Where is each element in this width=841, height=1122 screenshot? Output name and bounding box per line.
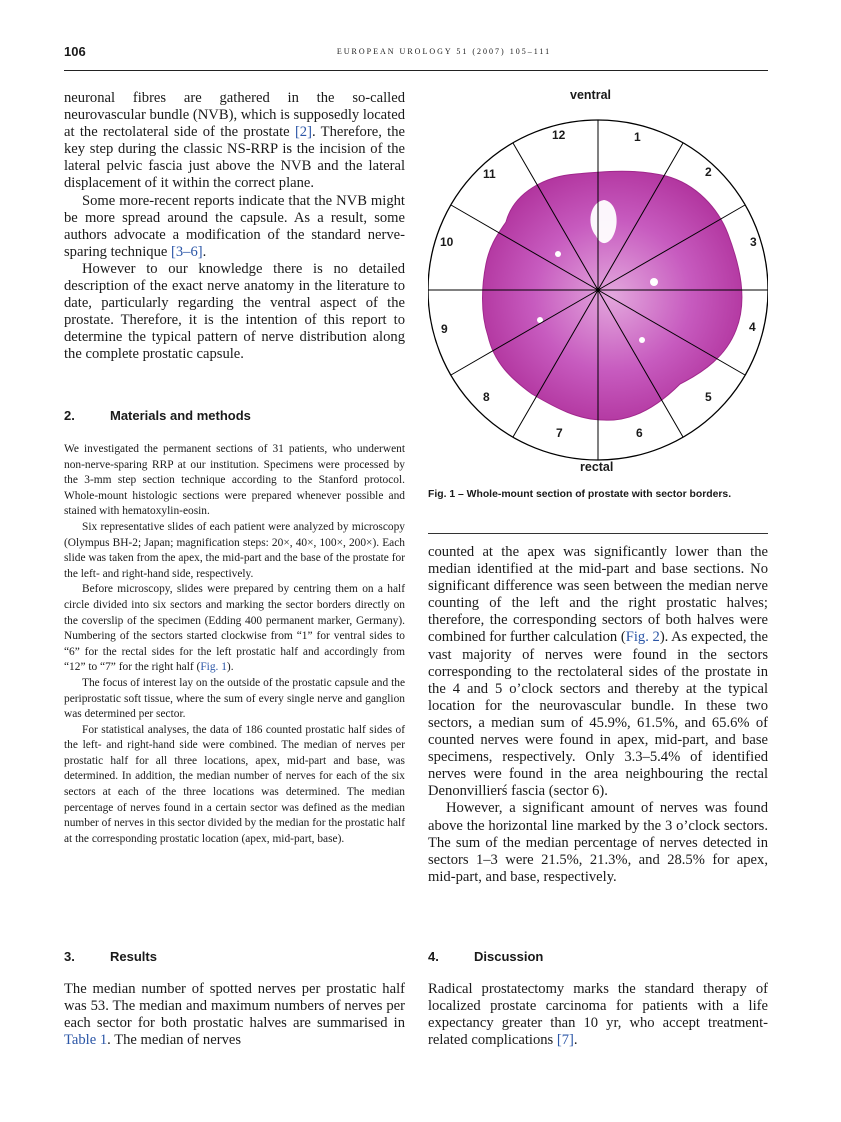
caption-divider bbox=[428, 533, 768, 534]
table-link[interactable]: Table 1 bbox=[64, 1032, 108, 1049]
fig-link[interactable]: Fig. 2 bbox=[625, 629, 660, 646]
methods-para-3: Before microscopy, slides were prepared by centring them on a half circle divided into six sectors and marking the sector borders directly on the coverslip of the specimen (Edding 400 permanent marker, Germany). Numbering of the sectors started clockwise from “1” for ventral sides to “6” for the rectal sides for the left prostatic half and accordingly from “12” to “7” for the right half (Fig. 1). bbox=[64, 583, 405, 674]
intro-para-1: neuronal fibres are gathered in the so-called neurovascular bundle (NVB), which is supposedly located at the rectolateral side of the prostate [2]. Therefore, the key step during the classic NS-RRP is the incision of the lateral pelvic fascia just above the NVB and the lateral displacement of it within the correct plane. bbox=[64, 90, 405, 192]
sector-number-10: 10 bbox=[440, 235, 454, 249]
discussion-column bbox=[428, 981, 768, 1049]
ref-link[interactable]: [7] bbox=[556, 1032, 574, 1049]
sector-number-3: 3 bbox=[750, 235, 757, 249]
sector-number-9: 9 bbox=[441, 322, 448, 336]
figure-caption: Fig. 1 – Whole-mount section of prostate with sector borders. bbox=[428, 489, 732, 500]
intro-column bbox=[64, 90, 405, 364]
figure-1 bbox=[428, 86, 768, 481]
section-heading-methods bbox=[64, 408, 251, 423]
sector-number-11: 11 bbox=[483, 167, 496, 181]
section-title: Results bbox=[110, 949, 157, 964]
gland-lumen bbox=[650, 278, 658, 286]
intro-para-3: However to our knowledge there is no detailed description of the exact nerve anatomy in the literature to date, particularly regarding the ventral aspect of the prostate. Therefore, it is the intention of this report to determine the typical pattern of nerve distribution along the complete prostatic capsule. bbox=[64, 260, 405, 363]
intro-para-2: Some more-recent reports indicate that the NVB might be more spread around the capsule. As a result, some authors advocate a modification of the standard nerve-sparing technique [3–6]. bbox=[64, 192, 405, 260]
results-continued-column bbox=[428, 544, 768, 886]
section-number: 3. bbox=[64, 949, 75, 964]
sector-number-12: 12 bbox=[552, 128, 566, 142]
journal-title: EUROPEAN UROLOGY 51 (2007) 105–111 bbox=[336, 47, 552, 56]
results-para-3: However, a significant amount of nerves was found above the horizontal line marked by the 3 o’clock sectors. The sum of the median percentage of nerves detected in sectors 1–3 were 21.5%, 21.3%, and 28.5% for apex, mid-part, and base, respectively. bbox=[428, 800, 768, 885]
results-column bbox=[64, 981, 405, 1049]
sector-number-6: 6 bbox=[636, 426, 643, 440]
sector-borders bbox=[428, 120, 768, 460]
results-para-2: counted at the apex was significantly lower than the median identified at the mid-part and base sections. No significant difference was seen between the median nerve counting of the left and the right prostatic halves; therefore, the corresponding sectors of both halves were combined for further calculation (Fig. 2). As expected, the vast majority of nerves were found in the sectors corresponding to the rectolateral sides of the prostate in the 4 and 5 o’clock sectors and thereby at the typical location for the neurovascular bundle. In these two sectors, a median sum of 45.9%, 61.5%, and 65.6% of counted nerves were found in apex, mid-part, and base specimens, respectively. Only 3.3–5.4% of identified nerves were found in the area neighbouring the rectal Denonvillierś fascia (sector 6). bbox=[428, 544, 769, 800]
sector-number-5: 5 bbox=[705, 390, 712, 404]
ventral-label: ventral bbox=[570, 88, 611, 102]
methods-para-1: We investigated the permanent sections of 31 patients, who underwent non-nerve-sparing RRP at our institution. Specimens were processed by the 3-mm step section technique according to the Stanford protocol. Whole-mount histologic sections were prepared whenever possible and stained with hematoxylin-eosin. bbox=[64, 443, 405, 518]
sector-number-8: 8 bbox=[483, 390, 490, 404]
ref-link[interactable]: [2] bbox=[294, 124, 312, 141]
methods-para-2: Six representative slides of each patient were analyzed by microscopy (Olympus BH-2; Japan; magnification steps: 20×, 40×, 100×, 200×). Each slide was taken from the apex, the mid-part and the base of the prostate for the left- and right-hand side, respectively. bbox=[64, 520, 405, 580]
section-title: Discussion bbox=[474, 949, 544, 964]
results-para: The median number of spotted nerves per prostatic half was 53. The median and maximum numbers of nerves per each sector for both prostatic halves are summarised in Table 1. The median of nerves bbox=[64, 981, 405, 1049]
sector-number-1: 1 bbox=[634, 130, 641, 144]
sector-number-7: 7 bbox=[556, 426, 563, 440]
page-header bbox=[64, 40, 768, 71]
sector-number-2: 2 bbox=[705, 165, 712, 179]
sector-number-4: 4 bbox=[749, 320, 756, 334]
fig-link[interactable]: Fig. 1 bbox=[200, 661, 227, 674]
ref-link[interactable]: [3–6] bbox=[171, 243, 203, 260]
methods-para-5: For statistical analyses, the data of 186 counted prostatic half sides of the left- and right-hand side were combined. The median of nerves per prostatic half for all three locations, apex, mid-part and base, was determined. In addition, the median number of nerves for each of the six sectors at each of the three locations was determined. The median percentage of nerves found in a certain sector was defined as the median number of nerves in this sector divided by the median for the prostatic half at the corresponding prostatic location (apex, mid-part, base). bbox=[64, 723, 405, 845]
prostate-section-image bbox=[428, 104, 768, 474]
methods-para-4: The focus of interest lay on the outside of the prostatic capsule and the periprostatic soft tissue, where the sum of every single nerve and ganglion was determined per sector. bbox=[64, 676, 405, 721]
section-title: Materials and methods bbox=[110, 408, 251, 423]
gland-lumen bbox=[555, 251, 561, 257]
page-number: 106 bbox=[64, 44, 86, 59]
section-number: 2. bbox=[64, 408, 75, 423]
methods-column bbox=[64, 442, 405, 847]
rectal-label: rectal bbox=[580, 460, 614, 474]
discussion-para: Radical prostatectomy marks the standard therapy of localized prostate carcinoma for patients with a life expectancy greater than 10 yr, who accept treatment-related complications [7]. bbox=[428, 981, 768, 1049]
gland-lumen bbox=[639, 337, 645, 343]
section-heading-results bbox=[64, 949, 157, 964]
section-heading-discussion bbox=[428, 949, 543, 964]
section-number: 4. bbox=[428, 949, 439, 964]
